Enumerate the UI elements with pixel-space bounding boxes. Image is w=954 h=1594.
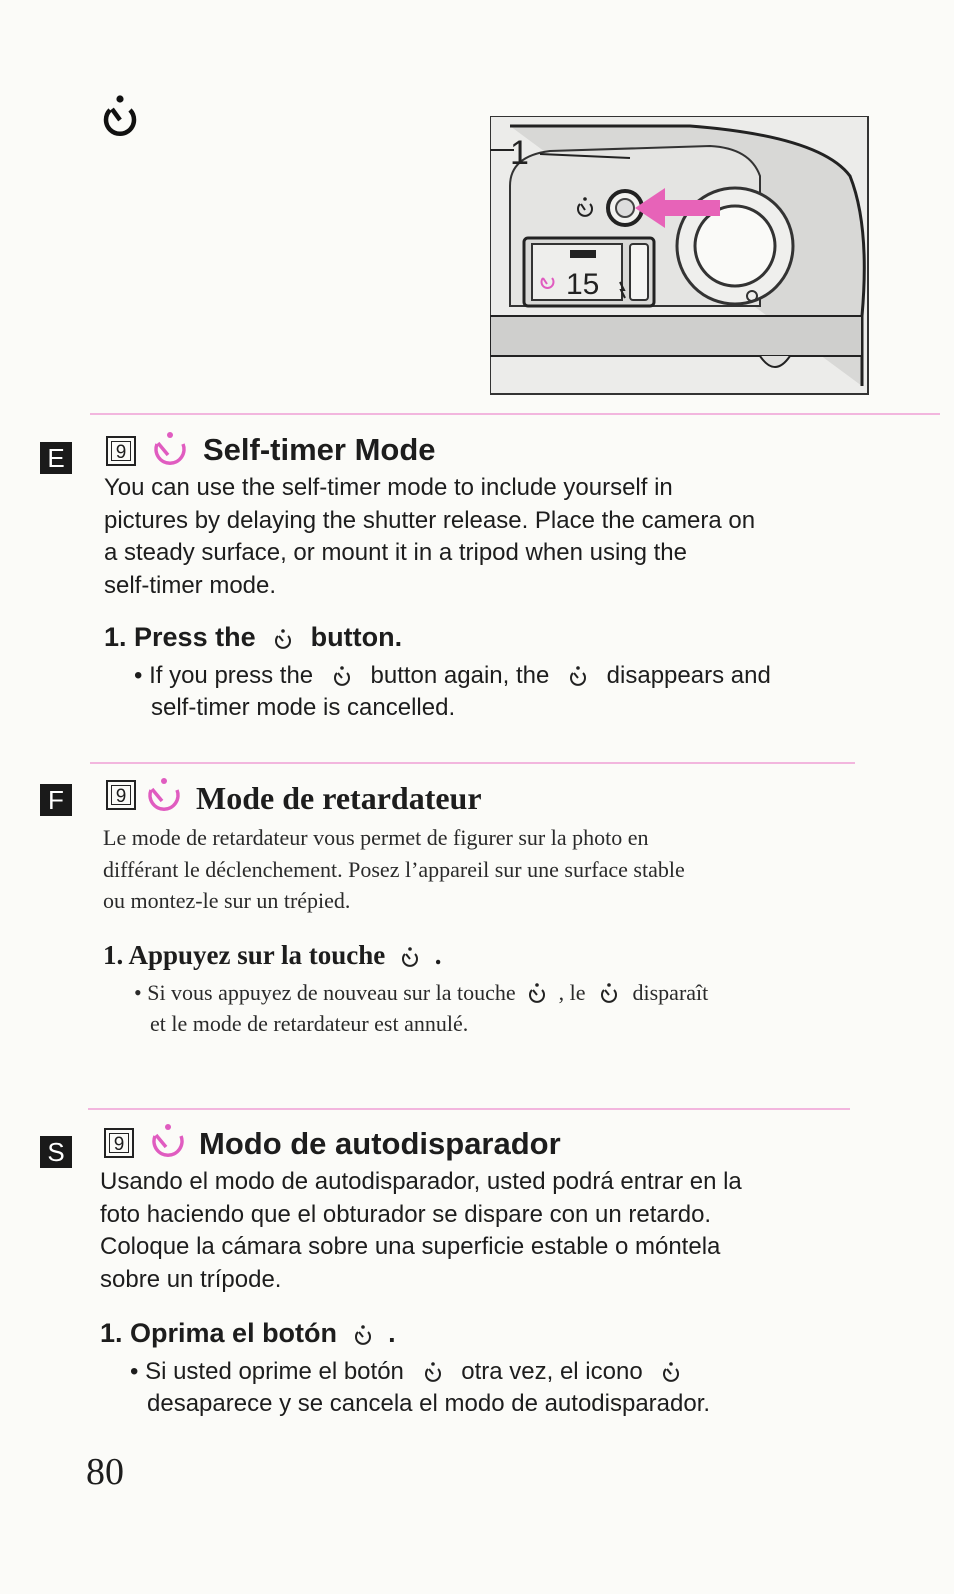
self-timer-icon bbox=[148, 430, 192, 470]
section-title: Modo de autodisparador bbox=[199, 1126, 561, 1161]
callout-label bbox=[510, 134, 529, 172]
section-body: You can use the self-timer mode to include yourself in pictures by delaying the shutter release. Place the camera on a steady surface, or mount it in a tripod when using the self-timer mode. bbox=[104, 474, 756, 599]
self-timer-icon bbox=[142, 776, 186, 816]
section-body: Usando el modo de autodisparador, usted podrá entrar en la foto haciendo que el obturador se dispare con un retardo. Coloque la cámara sobre una superficie estable o móntela sobre un trípode. bbox=[100, 1168, 742, 1293]
self-timer-icon bbox=[353, 1325, 373, 1345]
self-timer-icon bbox=[332, 666, 352, 686]
mode-number-box: 9 bbox=[104, 1128, 134, 1158]
step-1: 1. Press the button. bbox=[104, 622, 403, 652]
language-tab-spanish: S bbox=[40, 1136, 72, 1168]
svg-text:15: 15 bbox=[566, 268, 600, 301]
mode-number-box: 9 bbox=[106, 780, 136, 810]
lcd-count bbox=[566, 268, 599, 301]
self-timer-icon bbox=[423, 1362, 443, 1382]
section-divider bbox=[88, 1108, 850, 1110]
language-tab-english: E bbox=[40, 442, 72, 474]
self-timer-icon bbox=[146, 1122, 190, 1162]
section-divider bbox=[90, 413, 940, 415]
self-timer-icon bbox=[568, 666, 588, 686]
mode-number-box: 9 bbox=[106, 436, 136, 466]
page-number: 80 bbox=[86, 1451, 124, 1493]
language-tab-french: F bbox=[40, 784, 72, 816]
step-note: • If you press the button again, the disappears and self-timer mode is cancelled. bbox=[134, 662, 771, 721]
self-timer-icon bbox=[96, 92, 144, 140]
step-note: • Si usted oprime el botón otra vez, el icono desaparece y se cancela el modo de autodisparador. bbox=[130, 1358, 711, 1417]
self-timer-icon bbox=[599, 983, 619, 1003]
self-timer-icon bbox=[661, 1362, 681, 1382]
camera-illustration bbox=[490, 116, 870, 396]
step-1: 1. Oprima el botón . bbox=[100, 1318, 396, 1348]
step-note: • Si vous appuyez de nouveau sur la touche , le disparaît et le mode de retardateur est annulé. bbox=[134, 980, 709, 1036]
section-body: Le mode de retardateur vous permet de figurer sur la photo en différant le déclenchement. Posez l’appareil sur une surface stable ou montez-le sur un trépied. bbox=[103, 825, 685, 913]
section-title: Mode de retardateur bbox=[196, 780, 482, 816]
step-1: 1. Appuyez sur la touche . bbox=[103, 940, 442, 970]
section-title: Self-timer Mode bbox=[203, 432, 436, 467]
svg-text:1: 1 bbox=[510, 134, 529, 172]
self-timer-icon bbox=[400, 947, 420, 967]
self-timer-icon bbox=[273, 629, 293, 649]
section-divider bbox=[90, 762, 855, 764]
self-timer-icon bbox=[527, 983, 547, 1003]
